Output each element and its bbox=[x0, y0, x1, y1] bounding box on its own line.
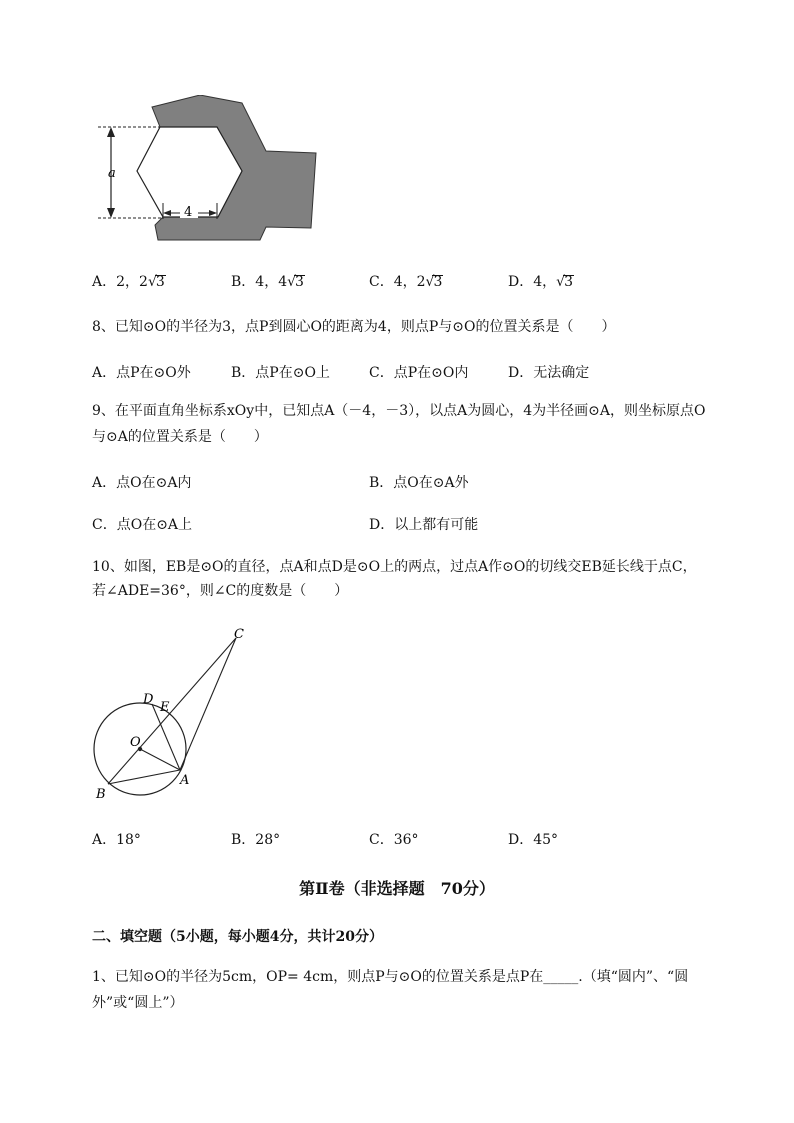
q10-option-c: C．36° bbox=[369, 832, 419, 848]
sqrt-icon: √3 bbox=[147, 274, 165, 290]
label-b: B bbox=[96, 787, 106, 802]
q7-option-b: B．4，4√3 bbox=[231, 274, 304, 290]
label-o: O bbox=[130, 735, 141, 750]
q10-option-b: B．28° bbox=[231, 832, 281, 848]
sqrt-icon: √3 bbox=[556, 274, 573, 290]
part2-title: 第Ⅱ卷（非选择题 70分） bbox=[299, 879, 495, 898]
q9-option-d: D．以上都有可能 bbox=[369, 517, 479, 533]
q7-option-a: A．2，2√3 bbox=[92, 274, 165, 290]
label-a: A bbox=[180, 773, 190, 788]
fill1-line1: 1、已知⊙O的半径为5cm，OP= 4cm，则点P与⊙O的位置关系是点P在_____.（填“圆内”、“圆 bbox=[92, 969, 689, 985]
q8-option-a: A．点P在⊙O外 bbox=[92, 365, 191, 381]
label-d: D bbox=[143, 692, 154, 707]
label-e: E bbox=[160, 700, 170, 715]
circle-tangent-figure bbox=[88, 624, 258, 804]
q8-option-c: C．点P在⊙O内 bbox=[369, 365, 469, 381]
wrench-figure bbox=[90, 95, 330, 245]
fill1-line2: 外”或“圆上”） bbox=[92, 995, 184, 1011]
label-a: a bbox=[108, 166, 116, 181]
q10-option-a: A．18° bbox=[92, 832, 141, 848]
q9-option-c: C．点O在⊙A上 bbox=[92, 517, 193, 533]
q9-stem-line1: 9、在平面直角坐标系xOy中，已知点A（－4，－3），以点A为圆心，4为半径画⊙A，则坐标原点O bbox=[92, 403, 706, 419]
section-fill-in-title: 二、填空题（5小题，每小题4分，共计20分） bbox=[92, 929, 383, 945]
q9-option-a: A．点O在⊙A内 bbox=[92, 475, 192, 491]
q10-stem-line2: 若∠ADE=36°，则∠C的度数是（ ） bbox=[92, 583, 349, 599]
q8-option-b: B．点P在⊙O上 bbox=[231, 365, 330, 381]
q8-stem: 8、已知⊙O的半径为3，点P到圆心O的距离为4，则点P与⊙O的位置关系是（ ） bbox=[92, 319, 616, 335]
q10-stem-line1: 10、如图，EB是⊙O的直径，点A和点D是⊙O上的两点，过点A作⊙O的切线交EB延长线于点C， bbox=[92, 559, 697, 575]
sqrt-icon: √3 bbox=[287, 274, 304, 290]
q10-option-d: D．45° bbox=[508, 832, 559, 848]
q9-stem-line2: 与⊙A的位置关系是（ ） bbox=[92, 429, 268, 445]
q7-option-d: D．4，√3 bbox=[508, 274, 573, 290]
label-c: C bbox=[234, 627, 244, 642]
sqrt-icon: √3 bbox=[425, 274, 443, 290]
q7-option-c: C．4，2√3 bbox=[369, 274, 443, 290]
q9-option-b: B．点O在⊙A外 bbox=[369, 475, 469, 491]
label-4: 4 bbox=[184, 205, 193, 220]
q8-option-d: D．无法确定 bbox=[508, 365, 590, 381]
